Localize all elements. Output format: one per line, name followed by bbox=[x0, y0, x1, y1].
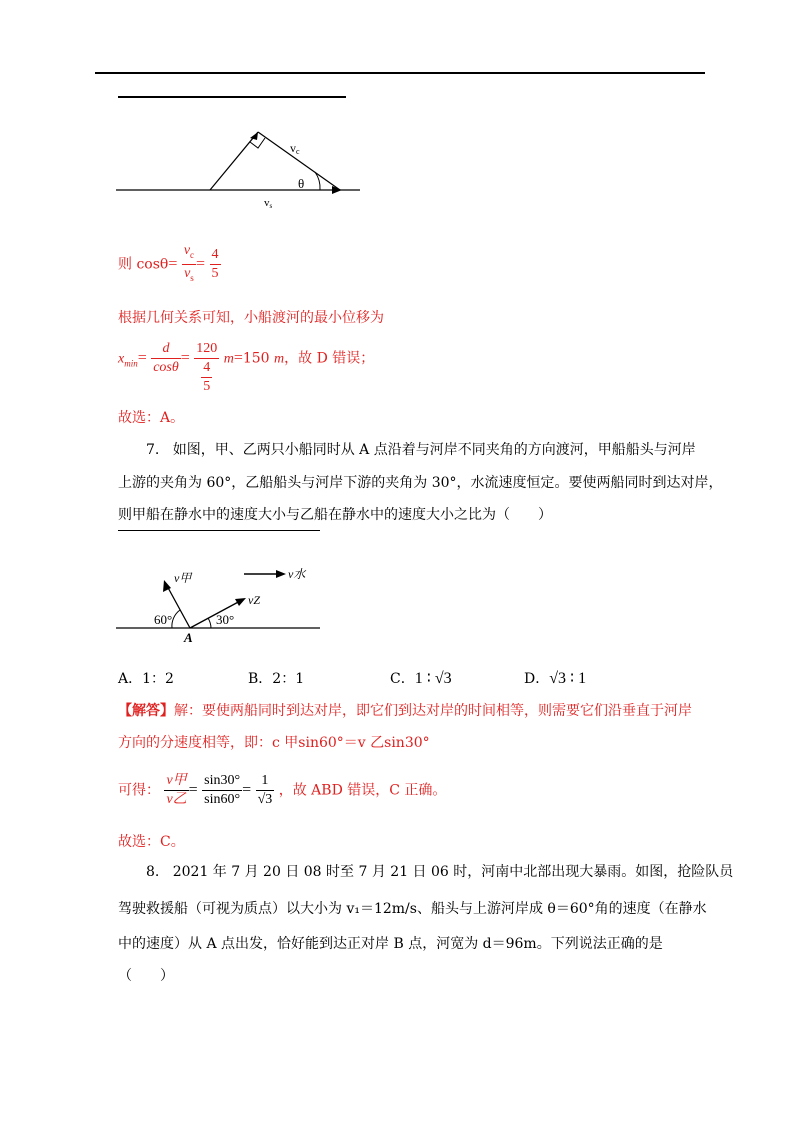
q7-line3: 则甲船在静水中的速度大小与乙船在静水中的速度大小之比为（ ） bbox=[118, 507, 552, 523]
q8-line2: 驾驶救援船（可视为质点）以大小为 v₁＝12m/s、船头与上游河岸成 θ＝60°角的速度（在静水 bbox=[118, 901, 707, 917]
label-vc: vc bbox=[290, 141, 300, 156]
cos-equation: 则 cosθ= $\frac{v_c}{v_s}$ = $\frac{4}{5}$ bbox=[118, 243, 219, 283]
header-rule bbox=[95, 72, 705, 74]
label-v-shui: v水 bbox=[288, 567, 306, 581]
label-30: 30° bbox=[216, 612, 235, 627]
q8-line3: 中的速度）从 A 点出发，恰好能到达正对岸 B 点，河宽为 d＝96m。下列说法正确的是 bbox=[118, 936, 663, 952]
label-60: 60° bbox=[154, 612, 173, 627]
short-rule-1 bbox=[118, 96, 346, 98]
label-A: A bbox=[184, 630, 193, 645]
option-c[interactable]: C．1 ∶ √3 bbox=[390, 670, 452, 687]
two-boats-diagram bbox=[110, 560, 330, 645]
velocity-triangle-diagram bbox=[110, 120, 370, 215]
label-theta: θ bbox=[298, 176, 305, 191]
ratio-equation: 可得： $\frac{\text{v甲}}{\text{v乙}}$ = $\frac{\sin 30^\circ}{\sin 60^\circ}$ = $\frac{1}{√3}$ ，故 ABD 错误，C 正确。 bbox=[118, 773, 447, 807]
answer-7: 故选：C。 bbox=[118, 834, 185, 850]
option-d[interactable]: D．√3 ∶ 1 bbox=[524, 670, 587, 687]
option-b[interactable]: B．2：1 bbox=[248, 671, 305, 687]
q7-line2: 上游的夹角为 60°，乙船船头与河岸下游的夹角为 30°，水流速度恒定。要使两船同时到达对岸， bbox=[118, 475, 723, 491]
option-a[interactable]: A．1：2 bbox=[118, 671, 174, 687]
q8-line1: 8. 2021 年 7 月 20 日 08 时至 7 月 21 日 06 时，河南中北部出现大暴雨。如图，抢险队员 bbox=[146, 864, 734, 880]
answer-6: 故选：A。 bbox=[118, 410, 185, 426]
min-displacement-equation: $x_{min}=$ $\frac{d}{\cos\theta}$ = $\frac{120}{\frac{4}{5}}$ m=150 m，故 D 错误； bbox=[118, 341, 375, 394]
q7-line1: 7. 如图，甲、乙两只小船同时从 A 点沿着与河岸不同夹角的方向渡河，甲船船头与河岸 bbox=[146, 442, 696, 458]
q8-line4: （ ） bbox=[118, 968, 174, 984]
solution7-line1: 【解答】解：要使两船同时到达对岸，即它们到达对岸的时间相等，则需要它们沿垂直于河岸 bbox=[118, 703, 692, 719]
short-rule-2 bbox=[118, 530, 320, 531]
geometry-statement: 根据几何关系可知，小船渡河的最小位移为 bbox=[118, 310, 384, 326]
label-v-yi: vZ bbox=[248, 593, 260, 607]
solution7-line2: 方向的分速度相等，即：c 甲sin60°＝v 乙sin30° bbox=[118, 735, 430, 751]
label-vs: vs bbox=[264, 197, 273, 210]
label-v-jia: v甲 bbox=[174, 571, 192, 585]
